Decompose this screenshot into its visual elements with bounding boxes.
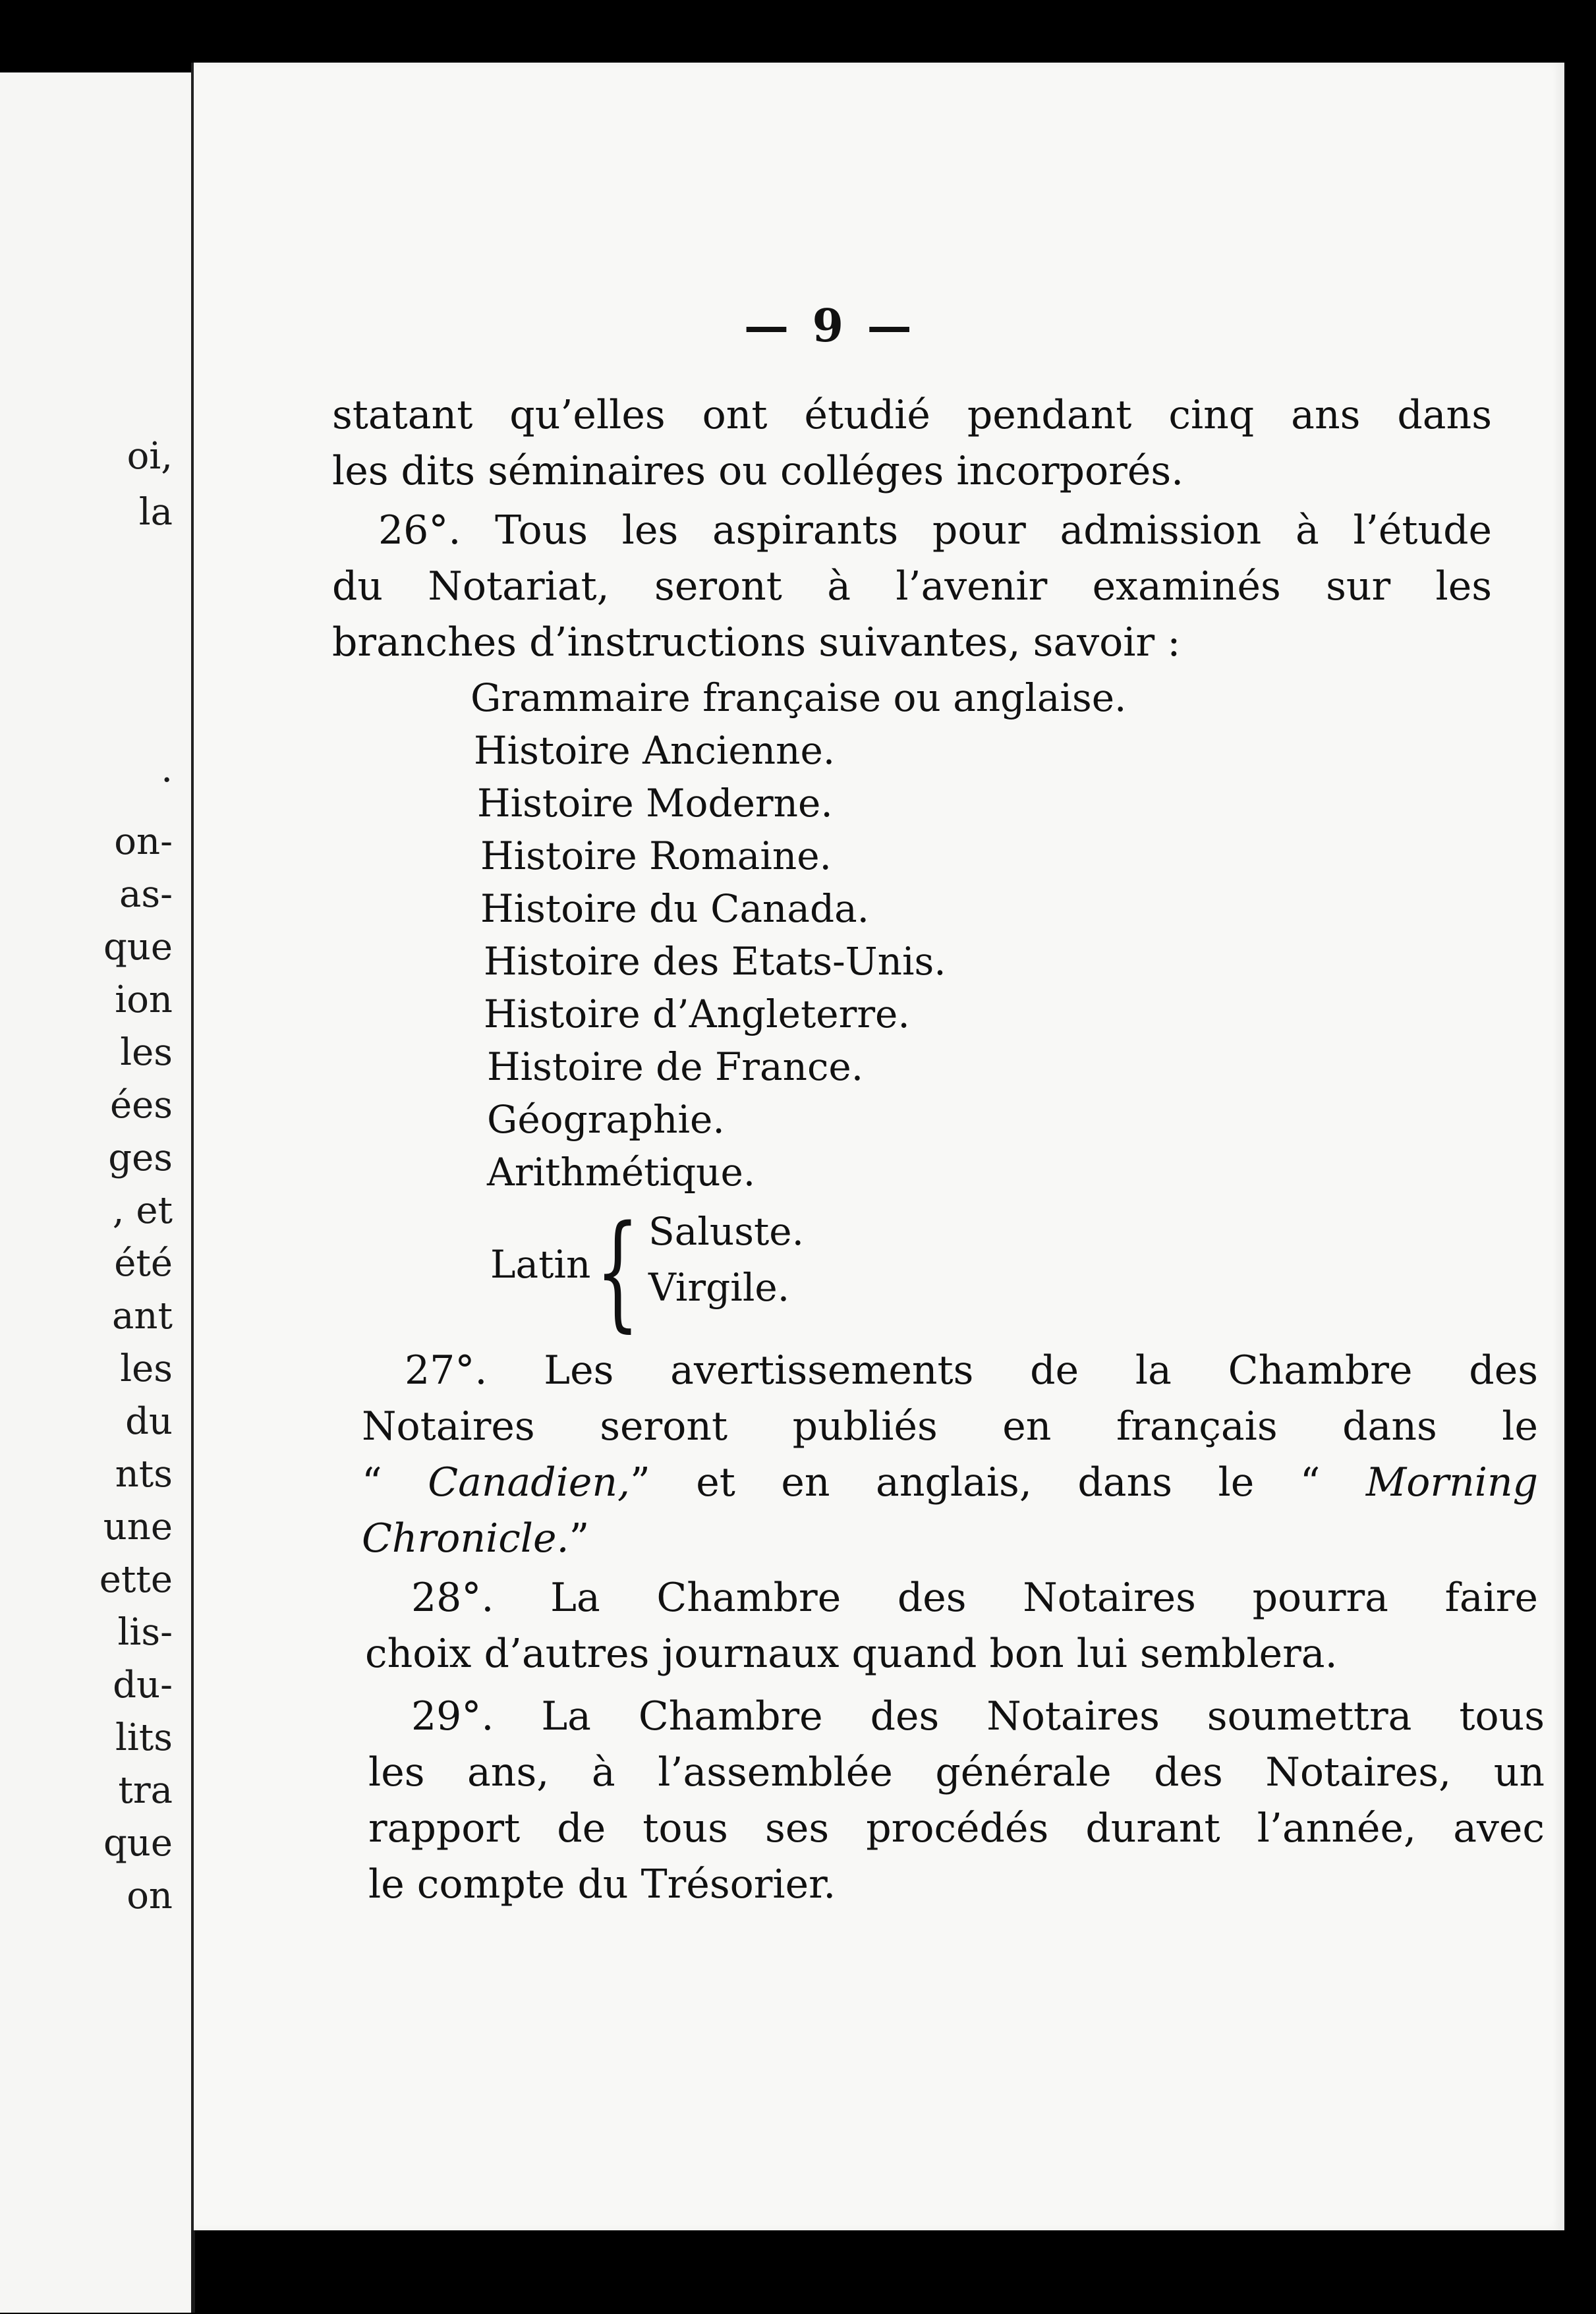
subject-item: Histoire Ancienne. bbox=[474, 728, 836, 773]
paragraph-26-line: 26°. Tous les aspirants pour admission à l’étude bbox=[378, 507, 1492, 553]
subject-item: Arithmétique. bbox=[487, 1150, 756, 1195]
paragraph-29-line: les ans, à l’assemblée générale des Notaires, un bbox=[368, 1749, 1545, 1795]
left-fragment: as- bbox=[119, 873, 173, 916]
paragraph-26-line: du Notariat, seront à l’avenir examinés sur les bbox=[332, 563, 1492, 609]
left-fragment: du bbox=[125, 1400, 173, 1443]
paragraph-29-line: le compte du Trésorier. bbox=[368, 1861, 836, 1907]
latin-item: Virgile. bbox=[648, 1265, 790, 1310]
page-number: — 9 — bbox=[744, 300, 916, 353]
subject-item: Grammaire française ou anglaise. bbox=[470, 675, 1127, 720]
left-fragment: oi, bbox=[127, 435, 173, 478]
left-fragment: ges bbox=[108, 1137, 173, 1179]
paragraph-28-line: choix d’autres journaux quand bon lui semblera. bbox=[365, 1631, 1338, 1677]
subject-item: Histoire du Canada. bbox=[480, 886, 870, 931]
left-page-edge bbox=[0, 72, 195, 2313]
brace-icon: { bbox=[596, 1199, 640, 1344]
left-fragment: du- bbox=[113, 1664, 173, 1707]
left-fragment: ant bbox=[112, 1295, 173, 1338]
quote-close: ” bbox=[569, 1515, 590, 1562]
paragraph-26-line: branches d’instructions suivantes, savoir : bbox=[332, 619, 1181, 665]
left-fragment: les bbox=[120, 1347, 173, 1390]
left-fragment: ion bbox=[115, 978, 173, 1021]
text-line: statant qu’elles ont étudié pendant cinq ans dans bbox=[332, 392, 1492, 438]
subject-item: Histoire Romaine. bbox=[480, 833, 832, 878]
paragraph-28-line: 28°. La Chambre des Notaires pourra faire bbox=[411, 1575, 1538, 1621]
text-segment: ” et en anglais, dans le “ bbox=[630, 1459, 1366, 1506]
left-fragment: on- bbox=[114, 820, 173, 863]
left-fragment: , et bbox=[112, 1189, 173, 1232]
left-fragment: on bbox=[127, 1875, 173, 1917]
paragraph-27-line: 27°. Les avertissements de la Chambre des bbox=[405, 1347, 1538, 1394]
left-fragment: que bbox=[103, 926, 173, 969]
left-fragment: nts bbox=[115, 1453, 173, 1496]
left-fragment: les bbox=[120, 1031, 173, 1074]
left-fragment: une bbox=[103, 1506, 173, 1548]
right-page bbox=[191, 63, 1564, 2230]
newspaper-name: Morning bbox=[1365, 1459, 1538, 1506]
left-fragment: lis- bbox=[117, 1611, 173, 1654]
left-fragment: lits bbox=[115, 1716, 173, 1759]
subject-item: Histoire de France. bbox=[487, 1044, 864, 1089]
left-fragment: été bbox=[114, 1242, 173, 1285]
left-fragment: ées bbox=[109, 1084, 173, 1127]
paragraph-27-line bbox=[362, 1515, 1538, 1562]
left-fragment: ette bbox=[99, 1558, 173, 1601]
newspaper-name: Canadien, bbox=[428, 1459, 631, 1506]
subject-item: Histoire Moderne. bbox=[477, 781, 833, 826]
left-fragment: tra bbox=[118, 1769, 173, 1812]
left-fragment: la bbox=[138, 491, 173, 534]
paragraph-27-line: Notaires seront publiés en français dans le bbox=[362, 1403, 1538, 1450]
subject-item: Histoire des Etats-Unis. bbox=[484, 939, 946, 984]
quote-open: “ bbox=[362, 1459, 428, 1506]
paragraph-27-line bbox=[362, 1459, 1538, 1506]
latin-label: Latin bbox=[490, 1242, 591, 1287]
left-fragment: que bbox=[103, 1822, 173, 1865]
paragraph-29-line: rapport de tous ses procédés durant l’année, avec bbox=[368, 1805, 1545, 1851]
left-fragment: . bbox=[161, 748, 173, 791]
paragraph-29-line: 29°. La Chambre des Notaires soumettra tous bbox=[411, 1693, 1545, 1739]
latin-item: Saluste. bbox=[648, 1209, 805, 1254]
subject-item: Histoire d’Angleterre. bbox=[484, 992, 910, 1036]
subject-item: Géographie. bbox=[487, 1097, 725, 1142]
text-line: les dits séminaires ou colléges incorporés. bbox=[332, 448, 1184, 494]
newspaper-name: Chronicle. bbox=[362, 1515, 569, 1562]
